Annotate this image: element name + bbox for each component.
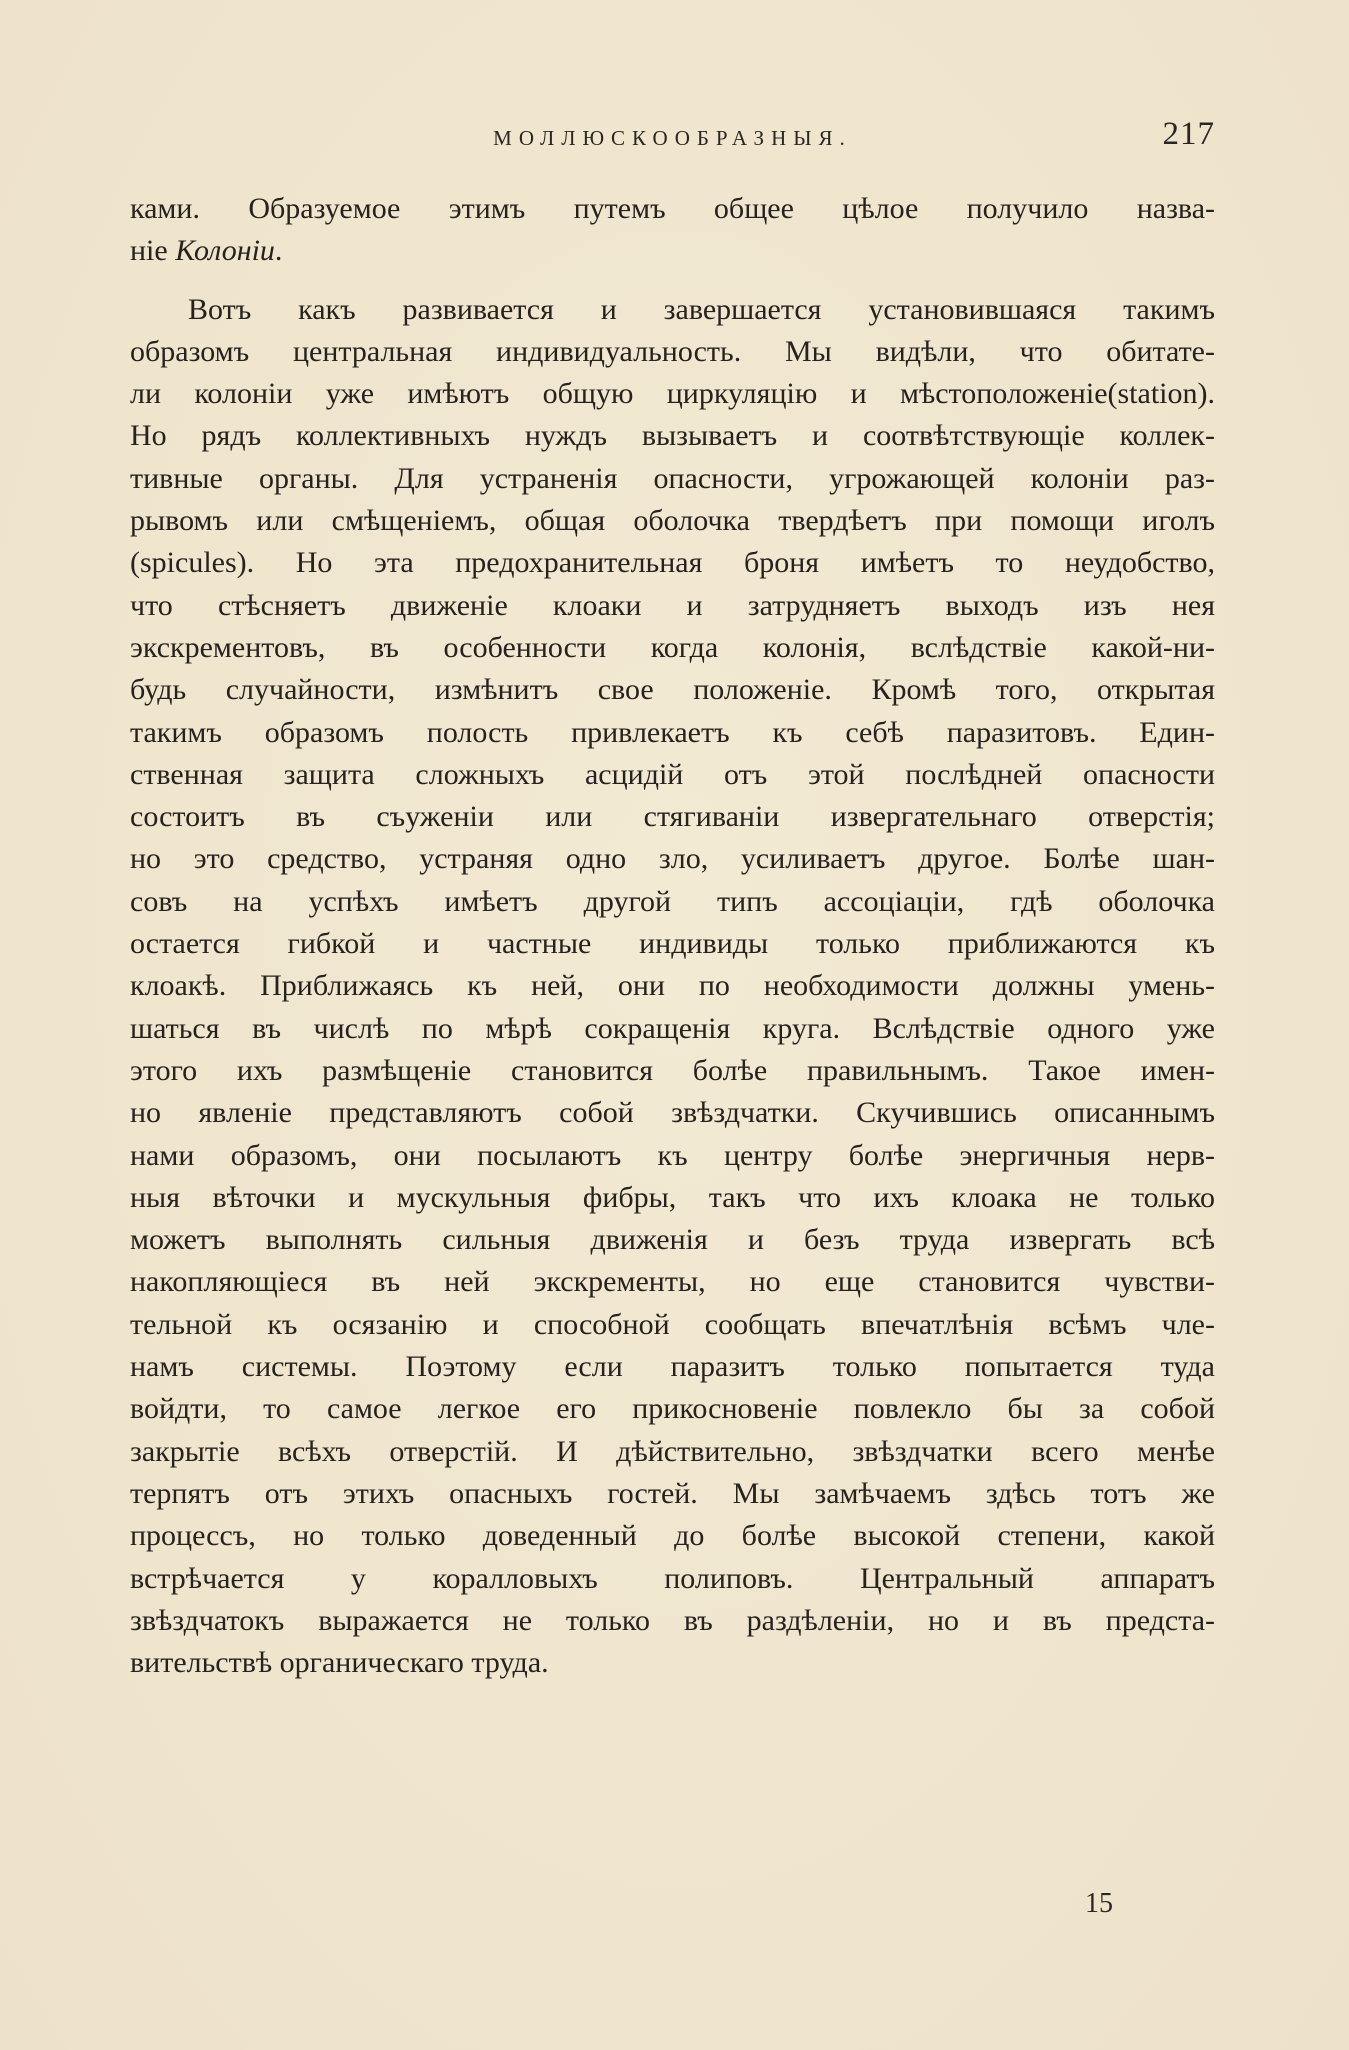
text-line: нами образомъ, они посылаютъ къ центру болѣе энергичныя нерв- <box>130 1138 1215 1172</box>
paragraph-gap <box>130 273 1215 289</box>
body-text <box>130 188 1215 1684</box>
text-line: встрѣчается у коралловыхъ полиповъ. Центральный аппаратъ <box>130 1561 1215 1595</box>
text-line: процессъ, но только доведенный до болѣе высокой степени, какой <box>130 1519 1215 1553</box>
paragraph <box>130 289 1215 1685</box>
text-line: Но рядъ коллективныхъ нуждъ вызываетъ и соотвѣтствующіе коллек- <box>130 419 1215 453</box>
text-line: но это средство, устраняя одно зло, усиливаетъ другое. Болѣе шан- <box>130 842 1215 876</box>
text-line: но явленіе представляютъ собой звѣздчатки. Скучившись описаннымъ <box>130 1096 1215 1130</box>
text-line: ственная защита сложныхъ асцидій отъ этой послѣдней опасности <box>130 757 1215 791</box>
text-line: совъ на успѣхъ имѣетъ другой типъ ассоціаціи, гдѣ оболочка <box>130 884 1215 918</box>
text-line: ныя вѣточки и мускульныя фибры, такъ что ихъ клоака не только <box>130 1180 1215 1214</box>
running-title: МОЛЛЮСКООБРАЗНЫЯ. <box>493 126 852 150</box>
text-line: ками. Образуемое этимъ путемъ общее цѣлое получило назва- <box>130 192 1215 225</box>
text-fragment: ніе <box>130 234 176 268</box>
text-fragment: . <box>274 234 283 268</box>
text-line: намъ системы. Поэтому если паразитъ только попытается туда <box>130 1350 1215 1384</box>
text-line: тивные органы. Для устраненія опасности, угрожающей колоніи раз- <box>130 461 1215 495</box>
text-line: образомъ центральная индивидуальность. Мы видѣли, что обитате- <box>130 334 1215 368</box>
text-line: Вотъ какъ развивается и завершается установившаяся такимъ <box>188 292 1215 326</box>
text-line: (spicules). Но эта предохранительная броня имѣетъ то неудобство, <box>130 546 1215 580</box>
text-line: что стѣсняетъ движеніе клоаки и затрудняетъ выходъ изъ нея <box>130 588 1215 622</box>
text-line: этого ихъ размѣщеніе становится болѣе правильнымъ. Такое имен- <box>130 1053 1215 1087</box>
text-line: остается гибкой и частные индивиды только приближаются къ <box>130 927 1215 961</box>
text-line: клоакѣ. Приближаясь къ ней, они по необходимости должны умень- <box>130 969 1215 1003</box>
text-line: закрытіе всѣхъ отверстій. И дѣйствительно, звѣздчатки всего менѣе <box>130 1434 1215 1468</box>
text-line: будь случайности, измѣнитъ свое положеніе. Кромѣ того, открытая <box>130 673 1215 707</box>
text-line: рывомъ или смѣщеніемъ, общая оболочка твердѣетъ при помощи иголъ <box>130 504 1215 538</box>
text-line: можетъ выполнять сильныя движенія и безъ труда извергать всѣ <box>130 1223 1215 1257</box>
text-line: такимъ образомъ полость привлекаетъ къ себѣ паразитовъ. Един- <box>130 715 1215 749</box>
text-line: терпятъ отъ этихъ опасныхъ гостей. Мы замѣчаемъ здѣсь тотъ же <box>130 1476 1215 1510</box>
text-line: шаться въ числѣ по мѣрѣ сокращенія круга. Вслѣдствіе одного уже <box>130 1011 1215 1045</box>
text-line <box>130 230 1215 272</box>
signature-mark: 15 <box>1085 1888 1113 1919</box>
text-line: ли колоніи уже имѣютъ общую циркуляцію и мѣстоположеніе(station). <box>130 377 1215 411</box>
text-line: экскрементовъ, въ особенности когда колонія, вслѣдствіе какой-ни- <box>130 630 1215 664</box>
text-line: войдти, то самое легкое его прикосновеніе повлекло бы за собой <box>130 1392 1215 1426</box>
text-line: звѣздчатокъ выражается не только въ раздѣленіи, но и въ предста- <box>130 1603 1215 1637</box>
page-number: 217 <box>1162 116 1215 152</box>
running-head <box>130 116 1215 160</box>
text-line: тельной къ осязанію и способной сообщать впечатлѣнія всѣмъ чле- <box>130 1307 1215 1341</box>
text-line: накопляющіеся въ ней экскременты, но еще становится чувстви- <box>130 1265 1215 1299</box>
text-line: состоитъ въ съуженіи или стягиваніи извергательнаго отверстія; <box>130 800 1215 834</box>
italic-term: Колоніи <box>175 234 275 268</box>
text-line: вительствѣ органическаго труда. <box>130 1646 549 1680</box>
